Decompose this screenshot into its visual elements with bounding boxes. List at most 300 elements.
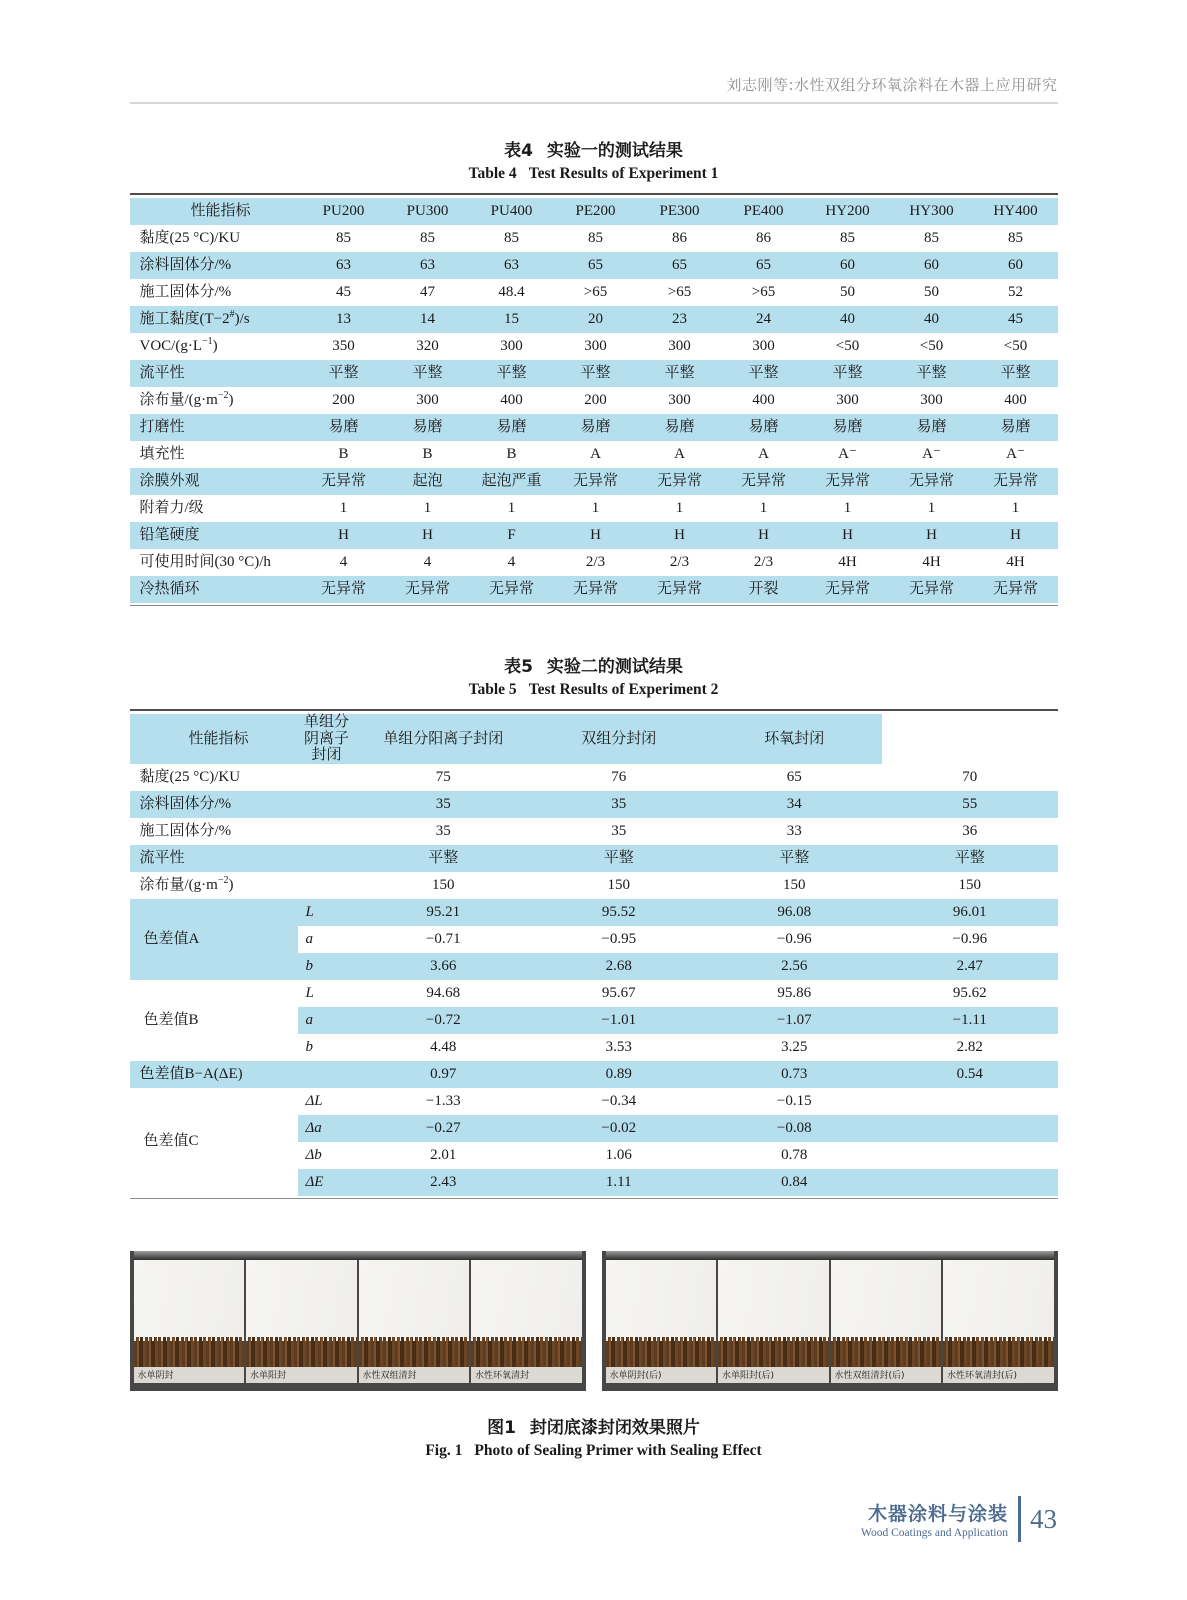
value-cell: B xyxy=(506,446,517,463)
value-cell: 200 xyxy=(332,392,355,409)
group-label-cell: 色差值B xyxy=(130,980,298,1061)
value-cell: 300 xyxy=(920,392,943,409)
value-cell: 易磨 xyxy=(638,414,722,441)
table4-body xyxy=(130,225,1058,603)
table-row xyxy=(130,225,1058,252)
value-cell: 320 xyxy=(416,338,439,355)
table-row xyxy=(130,495,1058,522)
row-label-cell: 流平性 xyxy=(130,845,356,872)
value-cell: 2.01 xyxy=(430,1146,457,1163)
wood-strip xyxy=(606,1337,717,1367)
value-cell: 40 xyxy=(806,306,890,333)
value-cell xyxy=(882,1142,1058,1169)
value-cell: 易磨 xyxy=(974,414,1058,441)
journal-name-cn: 木器涂料与涂装 xyxy=(867,1503,1008,1525)
table-row xyxy=(130,414,1058,441)
value-cell: 65 xyxy=(722,252,806,279)
table-row xyxy=(130,306,1058,333)
column-header: 单组分阳离子封闭 xyxy=(356,714,532,764)
sub-label-cell: Δa xyxy=(298,1115,356,1142)
table-row xyxy=(130,818,1058,845)
sample-panel xyxy=(718,1260,829,1383)
column-header: PU200 xyxy=(302,198,386,225)
value-cell: H xyxy=(302,522,386,549)
value-cell: 400 xyxy=(500,392,523,409)
value-cell: 易磨 xyxy=(722,414,806,441)
value-cell: 350 xyxy=(332,338,355,355)
wood-strip xyxy=(943,1337,1054,1367)
panel-label: 水单阴封 xyxy=(134,1367,245,1383)
figure1-number-cn: 图1 xyxy=(487,1417,516,1438)
table5-title-en-text: Test Results of Experiment 2 xyxy=(528,681,719,698)
journal-name xyxy=(861,1499,1008,1539)
value-cell: 3.25 xyxy=(781,1038,808,1055)
value-cell: 2.68 xyxy=(531,953,707,980)
value-cell: <50 xyxy=(1003,338,1028,355)
table5-header-row xyxy=(130,714,1058,764)
table4-title-en-text: Test Results of Experiment 1 xyxy=(528,165,719,182)
column-header: PU300 xyxy=(386,198,470,225)
table4 xyxy=(130,198,1058,603)
value-cell: 96.01 xyxy=(882,899,1058,926)
value-cell: 0.89 xyxy=(531,1061,707,1088)
value-cell: 300 xyxy=(584,338,607,355)
value-cell: 平整 xyxy=(890,360,974,387)
value-cell: 易磨 xyxy=(806,414,890,441)
wood-strip xyxy=(471,1337,582,1367)
value-cell: 85 xyxy=(924,230,939,247)
table-row xyxy=(130,576,1058,603)
value-cell: 无异常 xyxy=(302,576,386,603)
table5-title xyxy=(130,652,1058,699)
value-cell: H xyxy=(722,522,806,549)
value-cell: 1 xyxy=(507,500,516,517)
value-cell: B xyxy=(422,446,433,463)
row-label-cell: VOC/$(g\cdot L^{-1})$ xyxy=(139,336,218,355)
value-cell: 易磨 xyxy=(302,414,386,441)
value-cell: −0.96 xyxy=(952,930,988,947)
value-cell: 40 xyxy=(890,306,974,333)
value-cell: 13 xyxy=(302,306,386,333)
value-cell: 150 xyxy=(432,876,455,893)
header-rule xyxy=(130,102,1058,104)
sample-panel xyxy=(831,1260,942,1383)
value-cell: 150 xyxy=(958,876,981,893)
value-cell: A xyxy=(758,446,769,463)
value-cell: H xyxy=(554,522,638,549)
value-cell: 2.82 xyxy=(956,1038,983,1055)
row-label-cell: 涂膜外观 xyxy=(130,468,302,495)
column-header: 性能指标 xyxy=(130,714,298,764)
value-cell: −0.71 xyxy=(425,930,461,947)
value-cell: 85 xyxy=(1008,230,1023,247)
wood-strip xyxy=(831,1337,942,1367)
value-cell: A xyxy=(590,446,601,463)
value-cell: A xyxy=(674,446,685,463)
value-cell: 14 xyxy=(386,306,470,333)
table-row xyxy=(130,980,1058,1007)
column-header: 双组分封闭 xyxy=(531,714,707,764)
sub-label-cell: a xyxy=(305,930,313,947)
value-cell: 1 xyxy=(843,500,852,517)
value-cell: H xyxy=(974,522,1058,549)
wood-strip xyxy=(718,1337,829,1367)
value-cell: 47 xyxy=(420,284,435,301)
value-cell: −1.07 xyxy=(707,1007,883,1034)
sub-label-cell: b xyxy=(298,953,356,980)
photo-left-table-edge xyxy=(134,1251,582,1260)
page-content xyxy=(130,0,1058,1460)
value-cell: 94.68 xyxy=(426,984,461,1001)
value-cell: 4 xyxy=(423,554,432,571)
value-cell: 起泡 xyxy=(386,468,470,495)
value-cell: −1.01 xyxy=(531,1007,707,1034)
value-cell: 95.52 xyxy=(531,899,707,926)
sub-label-cell: ΔL xyxy=(305,1092,323,1109)
table-row xyxy=(130,441,1058,468)
sub-label-cell: a xyxy=(298,1007,356,1034)
column-header: 单组分阴离子封闭 xyxy=(298,714,356,764)
panel-coated-area xyxy=(471,1260,582,1337)
value-cell: 50 xyxy=(924,284,939,301)
value-cell: A⁻ xyxy=(1006,446,1025,463)
value-cell: 4H xyxy=(922,554,941,571)
value-cell: 55 xyxy=(882,791,1058,818)
value-cell: 45 xyxy=(974,306,1058,333)
value-cell: 33 xyxy=(786,822,802,839)
table5-wrapper xyxy=(130,709,1058,1199)
value-cell: 易磨 xyxy=(554,414,638,441)
value-cell: H xyxy=(386,522,470,549)
value-cell: 2/3 xyxy=(669,554,690,571)
table4-title-cn-text: 实验一的测试结果 xyxy=(546,141,683,161)
row-label-cell: 黏度(25 °C)/KU xyxy=(139,230,241,247)
value-cell: −1.33 xyxy=(425,1092,461,1109)
value-cell: 60 xyxy=(890,252,974,279)
value-cell: 平整 xyxy=(302,360,386,387)
value-cell: 60 xyxy=(806,252,890,279)
value-cell: 2.56 xyxy=(707,953,883,980)
value-cell: 24 xyxy=(722,306,806,333)
sample-panel xyxy=(359,1260,470,1383)
table5-number-cn: 表5 xyxy=(504,657,533,677)
value-cell: 平整 xyxy=(882,845,1058,872)
table5-number-en: Table 5 xyxy=(468,681,517,698)
value-cell: >65 xyxy=(667,284,692,301)
column-header: 环氧封闭 xyxy=(707,714,883,764)
figure1-caption xyxy=(130,1413,1058,1460)
value-cell: 4.48 xyxy=(430,1038,457,1055)
value-cell: 200 xyxy=(584,392,607,409)
value-cell: 75 xyxy=(435,768,451,785)
wood-strip xyxy=(134,1337,245,1367)
value-cell: 50 xyxy=(840,284,855,301)
panel-coated-area xyxy=(831,1260,942,1337)
value-cell: 63 xyxy=(386,252,470,279)
table-row xyxy=(130,252,1058,279)
wood-strip xyxy=(246,1337,357,1367)
value-cell: 1.11 xyxy=(531,1169,707,1196)
row-label-cell: 冷热循环 xyxy=(130,576,302,603)
table4-title-en xyxy=(130,165,1058,183)
table4-wrapper xyxy=(130,193,1058,606)
table-row xyxy=(130,1061,1058,1088)
value-cell xyxy=(882,1169,1058,1196)
value-cell: 无异常 xyxy=(974,468,1058,495)
table-row xyxy=(130,279,1058,306)
table-row xyxy=(130,387,1058,414)
value-cell: 300 xyxy=(668,338,691,355)
photo-right xyxy=(602,1251,1058,1391)
figure1-number-en: Fig. 1 xyxy=(425,1441,463,1459)
value-cell: 400 xyxy=(752,392,775,409)
sample-panel xyxy=(943,1260,1054,1383)
table5-title-en xyxy=(130,681,1058,699)
value-cell: H xyxy=(806,522,890,549)
value-cell: 易磨 xyxy=(890,414,974,441)
panel-coated-area xyxy=(246,1260,357,1337)
value-cell: 34 xyxy=(707,791,883,818)
value-cell: 35 xyxy=(611,822,627,839)
table-row xyxy=(130,845,1058,872)
value-cell: 平整 xyxy=(722,360,806,387)
value-cell: 20 xyxy=(554,306,638,333)
value-cell: H xyxy=(638,522,722,549)
value-cell: 0.54 xyxy=(882,1061,1058,1088)
value-cell: 95.21 xyxy=(356,899,532,926)
value-cell: 65 xyxy=(638,252,722,279)
sample-panel xyxy=(246,1260,357,1383)
value-cell: 65 xyxy=(554,252,638,279)
sub-label-cell: ΔE xyxy=(298,1169,356,1196)
sub-label-cell: b xyxy=(305,1038,313,1055)
table5-title-cn xyxy=(130,652,1058,677)
value-cell: A⁻ xyxy=(922,446,941,463)
table-row xyxy=(130,791,1058,818)
value-cell: 1.06 xyxy=(605,1146,632,1163)
value-cell: 1 xyxy=(675,500,684,517)
value-cell: 无异常 xyxy=(974,576,1058,603)
value-cell: 0.97 xyxy=(356,1061,532,1088)
value-cell: 无异常 xyxy=(470,576,554,603)
value-cell: 开裂 xyxy=(722,576,806,603)
value-cell: 150 xyxy=(607,876,630,893)
value-cell: 63 xyxy=(302,252,386,279)
sub-label-cell: L xyxy=(298,899,356,926)
figure1 xyxy=(130,1251,1058,1391)
value-cell: 0.73 xyxy=(707,1061,883,1088)
value-cell: 400 xyxy=(1004,392,1027,409)
table4-number-cn: 表4 xyxy=(504,141,533,161)
superscript: −2 xyxy=(217,390,229,402)
journal-name-en: Wood Coatings and Application xyxy=(861,1527,1008,1539)
column-header: PU400 xyxy=(470,198,554,225)
value-cell: 86 xyxy=(756,230,771,247)
row-label-cell: 可使用时间(30 °C)/h xyxy=(139,554,271,571)
table-row xyxy=(130,899,1058,926)
row-label-cell: 涂料固体分/% xyxy=(130,252,302,279)
value-cell: 1 xyxy=(423,500,432,517)
column-header: PE200 xyxy=(554,198,638,225)
value-cell xyxy=(882,1115,1058,1142)
footer-divider xyxy=(1018,1496,1021,1542)
column-header: PE300 xyxy=(638,198,722,225)
value-cell: 无异常 xyxy=(554,468,638,495)
panel-coated-area xyxy=(718,1260,829,1337)
value-cell: 300 xyxy=(752,338,775,355)
value-cell: 45 xyxy=(336,284,351,301)
value-cell: 85 xyxy=(336,230,351,247)
value-cell: 3.53 xyxy=(605,1038,632,1055)
value-cell: F xyxy=(470,522,554,549)
row-label-cell: 流平性 xyxy=(130,360,302,387)
figure1-caption-cn-text: 封闭底漆封闭效果照片 xyxy=(529,1417,700,1438)
row-label-cell: 涂布量$/(g\cdot m^{-2})$ xyxy=(139,874,234,893)
panel-coated-area xyxy=(134,1260,245,1337)
panel-label: 水性环氧清封(后) xyxy=(943,1367,1054,1383)
row-label-cell: 涂料固体分/% xyxy=(130,791,356,818)
value-cell: 无异常 xyxy=(302,468,386,495)
value-cell: 平整 xyxy=(386,360,470,387)
value-cell: 300 xyxy=(668,392,691,409)
value-cell: 平整 xyxy=(531,845,707,872)
table-row xyxy=(130,360,1058,387)
value-cell: 无异常 xyxy=(722,468,806,495)
sample-panel xyxy=(606,1260,717,1383)
value-cell: 1 xyxy=(1011,500,1020,517)
column-header: HY400 xyxy=(974,198,1058,225)
value-cell: 150 xyxy=(783,876,806,893)
row-label-cell: 施工固体分/% xyxy=(139,284,232,301)
value-cell: 4H xyxy=(838,554,857,571)
value-cell: 无异常 xyxy=(806,468,890,495)
value-cell: −0.34 xyxy=(601,1092,637,1109)
row-label-cell: 涂布量$/(g\cdot m^{-2})$ xyxy=(139,390,234,409)
value-cell: 86 xyxy=(672,230,687,247)
superscript: # xyxy=(229,309,235,321)
value-cell: −0.72 xyxy=(356,1007,532,1034)
figure1-caption-cn xyxy=(130,1413,1058,1438)
sample-panel xyxy=(134,1260,245,1383)
row-label-cell: 施工固体分/% xyxy=(139,822,232,839)
panel-label: 水单阳封 xyxy=(246,1367,357,1383)
row-label-cell: 色差值B−A(ΔE) xyxy=(130,1061,356,1088)
value-cell: 63 xyxy=(470,252,554,279)
column-header: 性能指标 xyxy=(130,198,302,225)
table-row xyxy=(130,333,1058,360)
value-cell: 300 xyxy=(500,338,523,355)
value-cell xyxy=(882,1088,1058,1115)
row-label-cell: 黏度(25 °C)/KU xyxy=(139,768,241,785)
value-cell: B xyxy=(338,446,349,463)
page-number: 43 xyxy=(1030,1503,1057,1534)
panel-label: 水单阴封(后) xyxy=(606,1367,717,1383)
table4-number-en: Table 4 xyxy=(468,165,517,182)
value-cell: 易磨 xyxy=(470,414,554,441)
table5-title-cn-text: 实验二的测试结果 xyxy=(546,657,683,677)
running-head: 刘志刚等:水性双组分环氧涂料在木器上应用研究 xyxy=(726,76,1058,94)
wood-strip xyxy=(359,1337,470,1367)
value-cell: 35 xyxy=(435,822,451,839)
value-cell: −0.08 xyxy=(707,1115,883,1142)
photo-left-panels xyxy=(134,1260,582,1383)
value-cell: 无异常 xyxy=(890,576,974,603)
table-row xyxy=(130,468,1058,495)
value-cell: 95.62 xyxy=(952,984,987,1001)
value-cell: 1 xyxy=(591,500,600,517)
value-cell: 1 xyxy=(759,500,768,517)
value-cell: 36 xyxy=(962,822,978,839)
value-cell: <50 xyxy=(919,338,944,355)
value-cell: 1 xyxy=(927,500,936,517)
value-cell: 无异常 xyxy=(890,468,974,495)
value-cell: 48.4 xyxy=(498,284,525,301)
figure1-caption-en xyxy=(130,1442,1058,1460)
table4-title-cn xyxy=(130,136,1058,161)
panel-coated-area xyxy=(606,1260,717,1337)
value-cell: 35 xyxy=(531,791,707,818)
superscript: −1 xyxy=(202,336,213,348)
row-label-cell: 填充性 xyxy=(139,446,185,463)
column-header: HY200 xyxy=(806,198,890,225)
photo-right-table-edge xyxy=(606,1251,1054,1260)
table-row xyxy=(130,764,1058,791)
value-cell: 65 xyxy=(786,768,802,785)
photo-left xyxy=(130,1251,586,1391)
value-cell: 平整 xyxy=(554,360,638,387)
table-row xyxy=(130,549,1058,576)
value-cell: 85 xyxy=(504,230,519,247)
group-label-cell: 色差值C xyxy=(130,1088,298,1196)
superscript: −2 xyxy=(217,874,229,886)
value-cell: 2.43 xyxy=(356,1169,532,1196)
value-cell: 3.66 xyxy=(356,953,532,980)
sub-label-cell: Δb xyxy=(305,1146,322,1163)
value-cell: 平整 xyxy=(470,360,554,387)
value-cell: 15 xyxy=(470,306,554,333)
value-cell: 85 xyxy=(840,230,855,247)
column-header: PE400 xyxy=(722,198,806,225)
value-cell: 85 xyxy=(420,230,435,247)
panel-coated-area xyxy=(359,1260,470,1337)
value-cell: 76 xyxy=(611,768,627,785)
value-cell: 4 xyxy=(339,554,348,571)
value-cell: 平整 xyxy=(806,360,890,387)
figure1-caption-en-text: Photo of Sealing Primer with Sealing Effect xyxy=(474,1441,762,1459)
value-cell: 23 xyxy=(638,306,722,333)
value-cell: 平整 xyxy=(356,845,532,872)
column-header: HY300 xyxy=(890,198,974,225)
value-cell: −0.27 xyxy=(356,1115,532,1142)
value-cell: 平整 xyxy=(974,360,1058,387)
value-cell: 95.86 xyxy=(777,984,812,1001)
page-footer xyxy=(861,1496,1057,1542)
panel-coated-area xyxy=(943,1260,1054,1337)
panel-label: 水性环氧清封 xyxy=(471,1367,582,1383)
row-label-cell: 附着力/级 xyxy=(139,500,204,517)
value-cell: 52 xyxy=(1008,284,1023,301)
value-cell: −0.15 xyxy=(776,1092,812,1109)
value-cell: −0.96 xyxy=(776,930,812,947)
value-cell: 300 xyxy=(416,392,439,409)
value-cell: 0.84 xyxy=(707,1169,883,1196)
sample-panel xyxy=(471,1260,582,1383)
panel-label: 水性双组清封(后) xyxy=(831,1367,942,1383)
value-cell: 96.08 xyxy=(707,899,883,926)
value-cell: 2/3 xyxy=(753,554,774,571)
table4-title xyxy=(130,136,1058,183)
value-cell: 无异常 xyxy=(806,576,890,603)
